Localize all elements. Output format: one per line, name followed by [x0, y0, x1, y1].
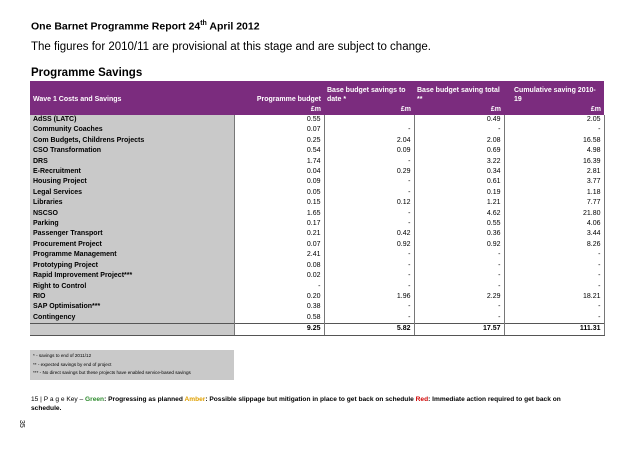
key-green-text: : Progressing as planned	[104, 396, 185, 403]
row-to-date: 0.42	[324, 229, 414, 239]
row-cumulative: -	[504, 250, 604, 260]
row-name: Parking	[30, 219, 234, 229]
row-name: Passenger Transport	[30, 229, 234, 239]
report-title-superscript: th	[200, 20, 207, 27]
row-name: SAP Optimisation***	[30, 302, 234, 312]
row-cumulative: 18.21	[504, 292, 604, 302]
row-name: Procurement Project	[30, 240, 234, 250]
header-name: Wave 1 Costs and Savings	[30, 81, 234, 105]
units-cumulative: £m	[504, 105, 604, 115]
row-total: 3.22	[414, 157, 504, 167]
footer-page-prefix: 15 | P a g e Key –	[31, 396, 86, 403]
row-budget: 0.55	[234, 115, 324, 125]
row-cumulative: 2.05	[504, 115, 604, 125]
row-name: Programme Management	[30, 250, 234, 260]
row-to-date: 1.96	[324, 292, 414, 302]
row-cumulative: 1.18	[504, 188, 604, 198]
footnote-3: *** - No direct savings but these projects have enabled service-based savings	[33, 370, 191, 375]
row-to-date: 0.09	[324, 146, 414, 156]
programme-savings-table	[30, 81, 605, 336]
row-name: Prototyping Project	[30, 261, 234, 271]
section-heading: Programme Savings	[31, 67, 143, 79]
row-budget: 0.09	[234, 177, 324, 187]
table-row	[30, 292, 604, 302]
units-base-total: £m	[414, 105, 504, 115]
row-total: -	[414, 302, 504, 312]
row-cumulative: 21.80	[504, 209, 604, 219]
row-cumulative: -	[504, 261, 604, 271]
row-budget: 0.20	[234, 292, 324, 302]
table-row	[30, 271, 604, 281]
header-base-total: Base budget saving total **	[414, 81, 504, 105]
row-to-date: 0.29	[324, 167, 414, 177]
row-budget: 0.25	[234, 136, 324, 146]
row-to-date: -	[324, 250, 414, 260]
table-row	[30, 282, 604, 292]
row-total: 2.08	[414, 136, 504, 146]
row-cumulative: -	[504, 313, 604, 324]
row-budget: 0.05	[234, 188, 324, 198]
row-cumulative: 3.44	[504, 229, 604, 239]
row-cumulative: 4.06	[504, 219, 604, 229]
row-name: Rapid Improvement Project***	[30, 271, 234, 281]
table-total-row	[30, 324, 604, 335]
row-total: 0.34	[414, 167, 504, 177]
header-cumulative: Cumulative saving 2010-19	[504, 81, 604, 105]
table-row	[30, 177, 604, 187]
report-title-main: One Barnet Programme Report 24	[31, 20, 201, 33]
row-to-date: -	[324, 219, 414, 229]
row-total: 0.92	[414, 240, 504, 250]
row-budget: 0.07	[234, 125, 324, 135]
row-budget: 0.02	[234, 271, 324, 281]
row-name: DRS	[30, 157, 234, 167]
report-title-date: April 2012	[206, 20, 260, 33]
total-budget: 9.25	[234, 324, 324, 335]
header-budget: Programme budget	[234, 81, 324, 105]
table-row	[30, 188, 604, 198]
row-budget: 0.54	[234, 146, 324, 156]
row-cumulative: 4.98	[504, 146, 604, 156]
row-name: Contingency	[30, 313, 234, 324]
units-base-to-date: £m	[324, 105, 414, 115]
row-name: CSO Transformation	[30, 146, 234, 156]
row-budget: 0.15	[234, 198, 324, 208]
row-name: Com Budgets, Childrens Projects	[30, 136, 234, 146]
total-to-date: 5.82	[324, 324, 414, 335]
key-amber-label: Amber	[184, 396, 206, 403]
row-budget: -	[234, 282, 324, 292]
units-budget: £m	[234, 105, 324, 115]
key-red-label: Red	[415, 396, 429, 403]
row-name: Libraries	[30, 198, 234, 208]
row-total: 0.36	[414, 229, 504, 239]
table-row	[30, 261, 604, 271]
table-row	[30, 136, 604, 146]
row-to-date: -	[324, 157, 414, 167]
row-budget: 1.65	[234, 209, 324, 219]
report-title	[31, 20, 260, 33]
row-to-date: -	[324, 188, 414, 198]
row-name: Housing Project	[30, 177, 234, 187]
row-to-date: -	[324, 125, 414, 135]
total-total: 17.57	[414, 324, 504, 335]
row-total: -	[414, 282, 504, 292]
table-header-row	[30, 81, 604, 105]
row-total: -	[414, 313, 504, 324]
key-amber-text: : Possible slippage but mitigation in place to get back on schedule	[205, 396, 416, 403]
total-cumulative: 111.31	[504, 324, 604, 335]
table-row	[30, 198, 604, 208]
table-units-row	[30, 105, 604, 115]
table-body	[30, 115, 604, 324]
table-row	[30, 209, 604, 219]
row-budget: 0.38	[234, 302, 324, 312]
table-row	[30, 146, 604, 156]
row-cumulative: -	[504, 282, 604, 292]
row-cumulative: 3.77	[504, 177, 604, 187]
row-to-date: -	[324, 261, 414, 271]
row-to-date: -	[324, 313, 414, 324]
row-cumulative: 8.26	[504, 240, 604, 250]
table-row	[30, 125, 604, 135]
row-total: -	[414, 261, 504, 271]
row-total: -	[414, 250, 504, 260]
row-to-date: -	[324, 282, 414, 292]
row-to-date	[324, 115, 414, 125]
row-to-date: 0.92	[324, 240, 414, 250]
row-to-date: -	[324, 271, 414, 281]
page-key-footer	[31, 395, 591, 413]
row-budget: 0.17	[234, 219, 324, 229]
row-total: -	[414, 271, 504, 281]
footnote-2: ** - expected savings by end of project	[33, 361, 112, 367]
row-total: 2.29	[414, 292, 504, 302]
row-cumulative: -	[504, 125, 604, 135]
units-blank	[30, 105, 234, 115]
table-row	[30, 240, 604, 250]
row-to-date: -	[324, 209, 414, 219]
row-budget: 1.74	[234, 157, 324, 167]
intro-text: The figures for 2010/11 are provisional at this stage and are subject to change.	[31, 41, 431, 53]
row-name: Right to Control	[30, 282, 234, 292]
row-total: 0.61	[414, 177, 504, 187]
row-to-date: -	[324, 177, 414, 187]
table-row	[30, 250, 604, 260]
footnotes	[30, 350, 234, 380]
row-to-date: 2.04	[324, 136, 414, 146]
row-name: Legal Services	[30, 188, 234, 198]
row-total: 0.19	[414, 188, 504, 198]
row-name: Community Coaches	[30, 125, 234, 135]
table-row	[30, 313, 604, 324]
header-base-to-date: Base budget savings to date *	[324, 81, 414, 105]
row-cumulative: -	[504, 271, 604, 281]
table-row	[30, 302, 604, 312]
table-row	[30, 229, 604, 239]
row-budget: 0.08	[234, 261, 324, 271]
key-green-label: Green	[85, 396, 105, 403]
row-cumulative: 7.77	[504, 198, 604, 208]
row-cumulative: 2.81	[504, 167, 604, 177]
row-budget: 0.58	[234, 313, 324, 324]
row-total: 0.69	[414, 146, 504, 156]
side-page-number: 35	[18, 420, 25, 428]
table-row	[30, 219, 604, 229]
row-to-date: 0.12	[324, 198, 414, 208]
row-budget: 0.04	[234, 167, 324, 177]
row-budget: 0.07	[234, 240, 324, 250]
table-row	[30, 115, 604, 125]
row-name: AdSS (LATC)	[30, 115, 234, 125]
table-row	[30, 157, 604, 167]
row-total: 0.49	[414, 115, 504, 125]
row-budget: 0.21	[234, 229, 324, 239]
row-total: -	[414, 125, 504, 135]
row-budget: 2.41	[234, 250, 324, 260]
row-to-date: -	[324, 302, 414, 312]
table-row	[30, 167, 604, 177]
row-cumulative: 16.58	[504, 136, 604, 146]
row-name: E-Recruitment	[30, 167, 234, 177]
row-total: 1.21	[414, 198, 504, 208]
footnote-1: * - savings to end of 2011/12	[33, 353, 92, 358]
row-total: 4.62	[414, 209, 504, 219]
row-name: RIO	[30, 292, 234, 302]
row-cumulative: 16.39	[504, 157, 604, 167]
row-total: 0.55	[414, 219, 504, 229]
row-name: NSCSO	[30, 209, 234, 219]
row-cumulative: -	[504, 302, 604, 312]
total-name	[30, 324, 234, 335]
key-red-text: : Immediate action required to get back on schedule.	[31, 396, 561, 412]
